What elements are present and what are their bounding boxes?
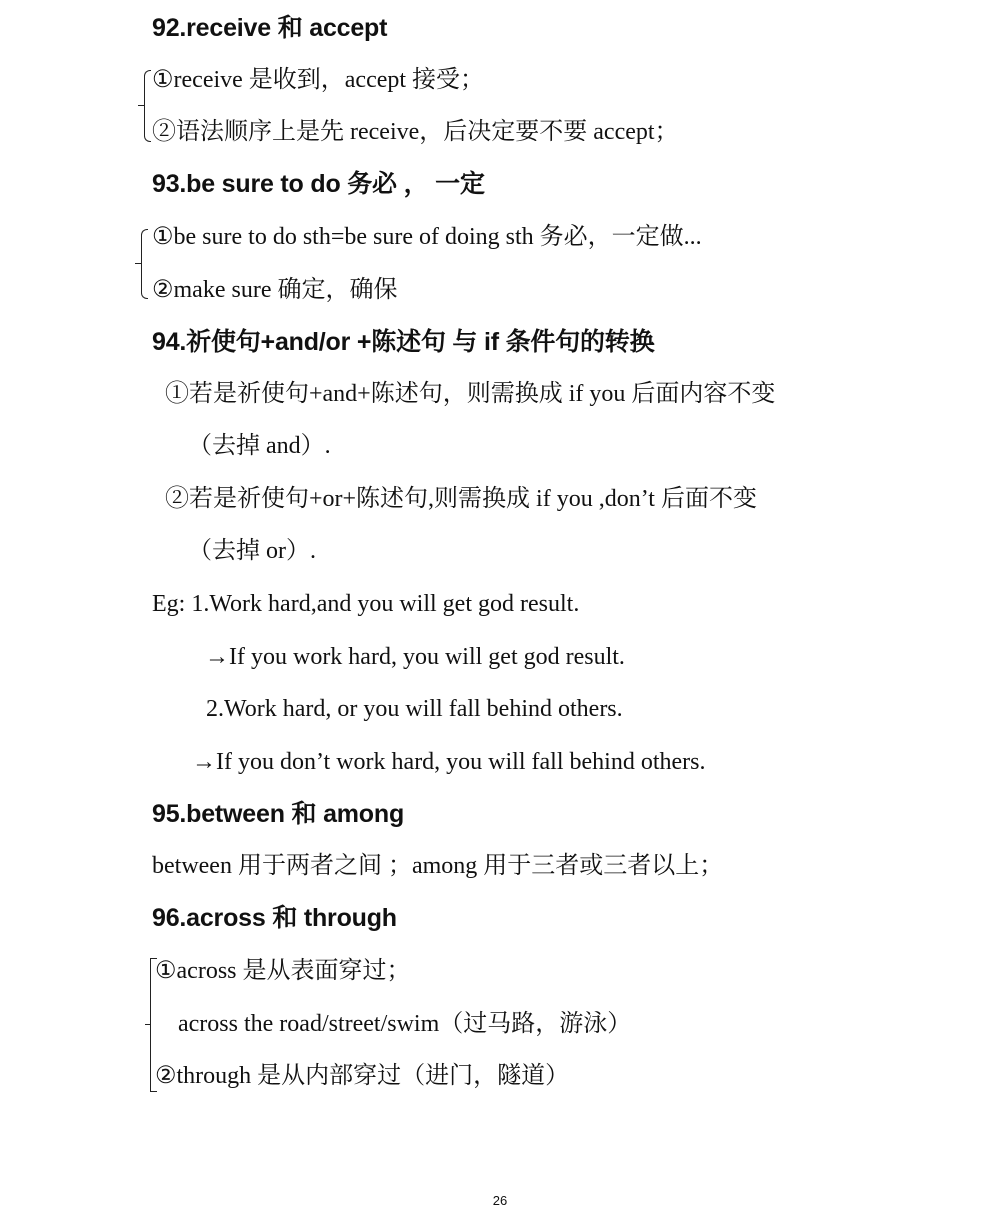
item-94-2-line1: ②若是祈使句+or+陈述句,则需换成 if you ,don’t 后面不变 <box>165 486 757 512</box>
bracket-93 <box>141 229 148 299</box>
item-96-2: ②through 是从内部穿过（进门，隧道） <box>155 1063 570 1089</box>
example-1-converted: →If you work hard, you will get god result. <box>205 644 625 670</box>
page-number: 26 <box>492 1193 508 1208</box>
item-92-1: ①receive 是收到，accept 接受； <box>152 67 485 93</box>
heading-94: 94.祈使句+and/or +陈述句 与 if 条件句的转换 <box>152 328 655 356</box>
item-93-2: ②make sure 确定，确保 <box>152 277 398 303</box>
item-94-2-line2: （去掉 or）. <box>188 538 316 564</box>
item-96-1: ①across 是从表面穿过； <box>155 958 411 984</box>
item-92-2: ②语法顺序上是先 receive，后决定要不要 accept； <box>152 119 679 145</box>
item-94-1-line1: ①若是祈使句+and+陈述句，则需换成 if you 后面内容不变 <box>165 381 776 407</box>
heading-95: 95.between 和 among <box>152 800 405 828</box>
example-2: 2.Work hard, or you will fall behind others. <box>206 696 623 722</box>
heading-96: 96.across 和 through <box>152 904 397 932</box>
bracket-92-point <box>138 105 144 106</box>
item-94-1-line2: （去掉 and）. <box>188 433 331 459</box>
heading-92: 92.receive 和 accept <box>152 14 388 42</box>
body-95: between 用于两者之间 ；among 用于三者或三者以上； <box>152 853 724 879</box>
bracket-92 <box>144 70 151 142</box>
item-96-1-example: across the road/street/swim（过马路，游泳） <box>178 1011 632 1037</box>
bracket-96-point <box>145 1024 150 1025</box>
item-93-1: ①be sure to do sth=be sure of doing sth 务必，一定做... <box>152 224 702 250</box>
bracket-93-point <box>135 263 141 264</box>
heading-93: 93.be sure to do 务必 ， 一定 <box>152 170 485 198</box>
example-1: Eg: 1.Work hard,and you will get god result. <box>152 591 580 617</box>
example-2-converted: →If you don’t work hard, you will fall behind others. <box>192 749 706 775</box>
